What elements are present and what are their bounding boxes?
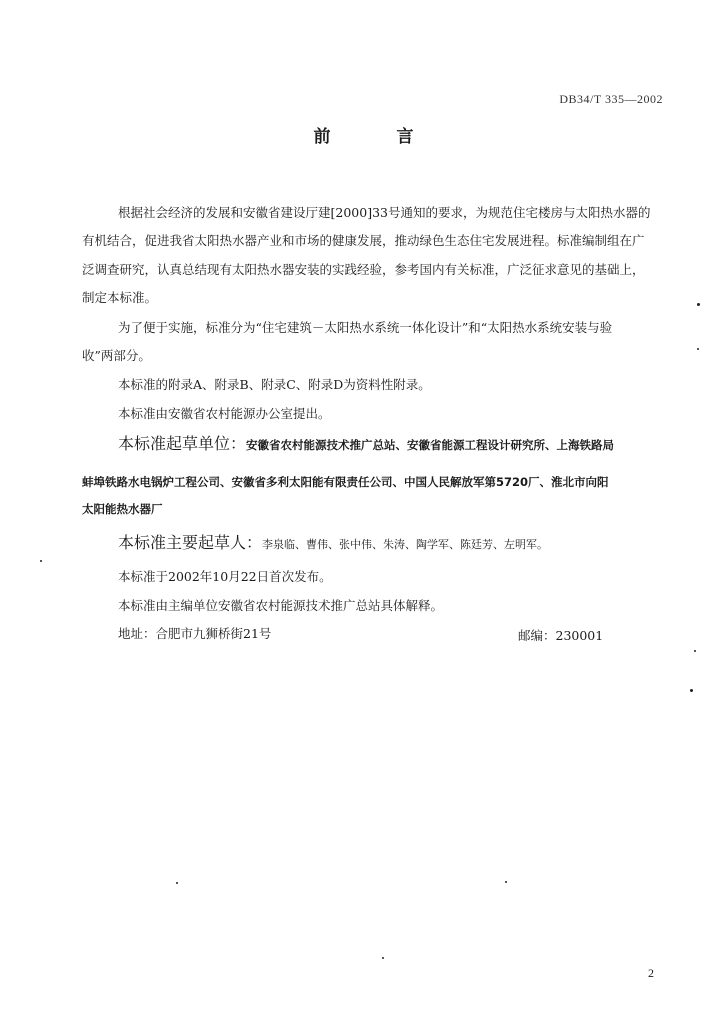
paragraph-line: 收”两部分。	[82, 348, 151, 363]
paragraph-line: 根据社会经济的发展和安徽省建设厅建[2000]33号通知的要求，为规范住宅楼房与太阳热水器的	[118, 205, 651, 220]
scan-speck	[697, 303, 700, 306]
scan-speck	[176, 882, 178, 884]
drafting-units-label: 本标准起草单位：	[118, 434, 247, 453]
scan-speck	[40, 560, 42, 562]
scan-speck	[694, 650, 696, 652]
paragraph-line: 有机结合，促进我省太阳热水器产业和市场的健康发展，推动绿色生态住宅发展进程。标准编制组在广	[82, 233, 645, 248]
drafting-units-line: 太阳能热水器厂	[82, 502, 163, 516]
paragraph-line: 泛调查研究，认真总结现有太阳热水器安装的实践经验，参考国内有关标准，广泛征求意见的基础上，	[82, 262, 645, 277]
proposer-note: 本标准由安徽省农村能源办公室提出。	[118, 406, 331, 421]
drafters-label: 本标准主要起草人：	[118, 533, 263, 552]
drafting-units-line: 蚌埠铁路水电锅炉工程公司、安徽省多利太阳能有限责任公司、中国人民解放军第5720厂、淮北市向阳	[82, 475, 609, 489]
scan-speck	[697, 348, 699, 350]
interpretation-note: 本标准由主编单位安徽省农村能源技术推广总站具体解释。	[118, 598, 444, 613]
scan-speck	[690, 689, 693, 692]
release-note: 本标准于2002年10月22日首次发布。	[118, 569, 332, 584]
postcode: 邮编：230001	[518, 628, 604, 643]
drafting-units-text: 安徽省农村能源技术推广总站、安徽省能源工程设计研究所、上海铁路局	[246, 438, 615, 452]
page-number: 2	[648, 966, 654, 980]
appendix-note: 本标准的附录A、附录B、附录C、附录D为资料性附录。	[118, 377, 431, 392]
page-title: 前 言	[313, 127, 444, 147]
drafters-names: 李泉临、曹伟、张中伟、朱涛、陶学军、陈廷芳、左明军。	[262, 538, 549, 551]
standard-code: DB34/T 335—2002	[559, 92, 663, 106]
address: 地址：合肥市九狮桥街21号	[118, 626, 272, 641]
drafters-line	[118, 533, 662, 555]
paragraph-line: 制定本标准。	[82, 290, 158, 305]
scan-speck	[382, 957, 384, 959]
paragraph-line: 为了便于实施，标准分为“住宅建筑－太阳热水系统一体化设计”和“太阳热水系统安装与验	[118, 320, 613, 335]
scan-speck	[505, 881, 507, 883]
drafting-units-line	[118, 434, 662, 455]
